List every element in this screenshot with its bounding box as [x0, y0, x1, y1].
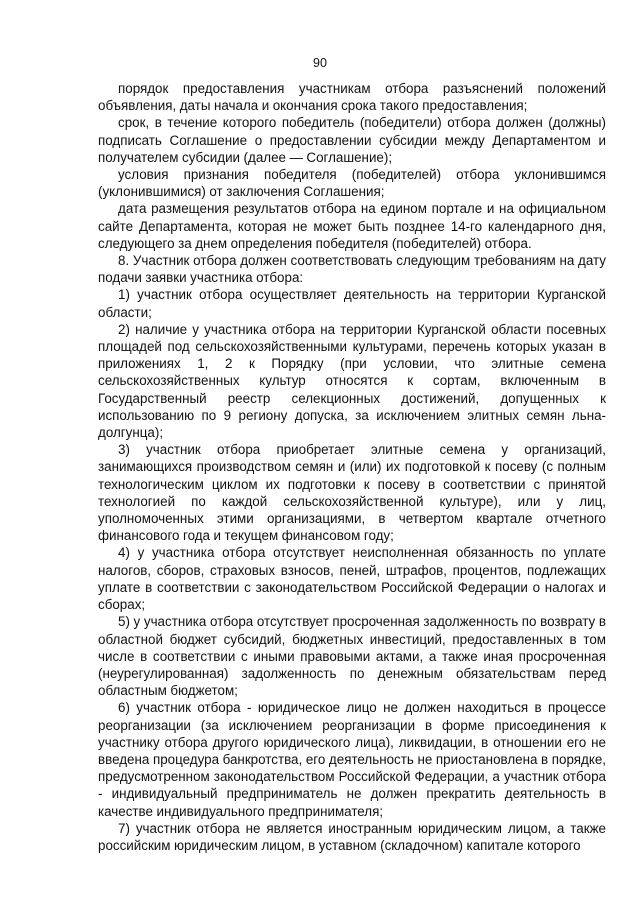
- paragraph-requirement-4: 4) у участника отбора отсутствует неисполненная обязанность по уплате налогов, сборов, страховых взносов, пеней, штрафов, процентов, подлежащих уплате в соответствии с законодательством Российской Федерации о налогах и сборах;: [98, 545, 606, 613]
- paragraph-requirement-2: 2) наличие у участника отбора на территории Курганской области посевных площадей под сельскохозяйственными культурами, перечень которых указан в приложениях 1, 2 к Порядку (при условии, что элитные семена сельскохозяйственных культур относятся к сортам, включенным в Государственный реестр селекционных достижений, допущенных к использованию по 9 региону допуска, за исключением элитных семян льна-долгунца);: [98, 321, 606, 441]
- paragraph-requirement-3: 3) участник отбора приобретает элитные семена у организаций, занимающихся производством семян и (или) их подготовкой к посеву (с полным технологическим циклом их подготовки к посеву в соответствии с принятой технологией по каждой сельскохозяйственной культуре), или у лиц, уполномоченных этими организациями, в четвертом квартале отчетного финансового года и текущем финансовом году;: [98, 442, 606, 544]
- paragraph-results-publication-date: дата размещения результатов отбора на едином портале и на официальном сайте Департамента, которая не может быть позднее 14-го календарного дня, следующего за днем определения победителя (победителей) отбора.: [98, 201, 606, 251]
- paragraph-requirement-7: 7) участник отбора не является иностранным юридическим лицом, а также российским юридическим лицом, в уставном (складочном) капитале которого: [98, 820, 606, 853]
- paragraph-clarification-procedure: порядок предоставления участникам отбора разъяснений положений объявления, даты начала и окончания срока такого предоставления;: [98, 81, 606, 114]
- paragraph-evasion-conditions: условия признания победителя (победителей) отбора уклонившимся (уклонившимися) от заключения Соглашения;: [98, 167, 606, 200]
- document-body: [98, 80, 606, 854]
- paragraph-requirement-6: 6) участник отбора - юридическое лицо не должен находиться в процессе реорганизации (за исключением реорганизации в форме присоединения к участнику отбора другого юридического лица), ликвидации, в отношении его не введена процедура банкротства, его деятельность не приостановлена в порядке, предусмотренном законодательством Российской Федерации, а участник отбора - индивидуальный предприниматель не должен прекратить деятельность в качестве индивидуального предпринимателя;: [98, 700, 606, 819]
- page-number: 90: [313, 56, 327, 70]
- paragraph-requirement-5: 5) у участника отбора отсутствует просроченная задолженность по возврату в областной бюджет субсидий, бюджетных инвестиций, предоставленных в том числе в соответствии с иными правовыми актами, а также иная просроченная (неурегулированная) задолженность по денежным обязательствам перед областным бюджетом;: [98, 614, 606, 699]
- paragraph-requirements-intro: 8. Участник отбора должен соответствовать следующим требованиям на дату подачи заявки участника отбора:: [98, 253, 606, 286]
- paragraph-requirement-1: 1) участник отбора осуществляет деятельность на территории Курганской области;: [98, 287, 606, 320]
- paragraph-agreement-deadline: срок, в течение которого победитель (победители) отбора должен (должны) подписать Соглашение о предоставлении субсидии между Департаментом и получателем субсидии (далее — Соглашение);: [98, 115, 606, 165]
